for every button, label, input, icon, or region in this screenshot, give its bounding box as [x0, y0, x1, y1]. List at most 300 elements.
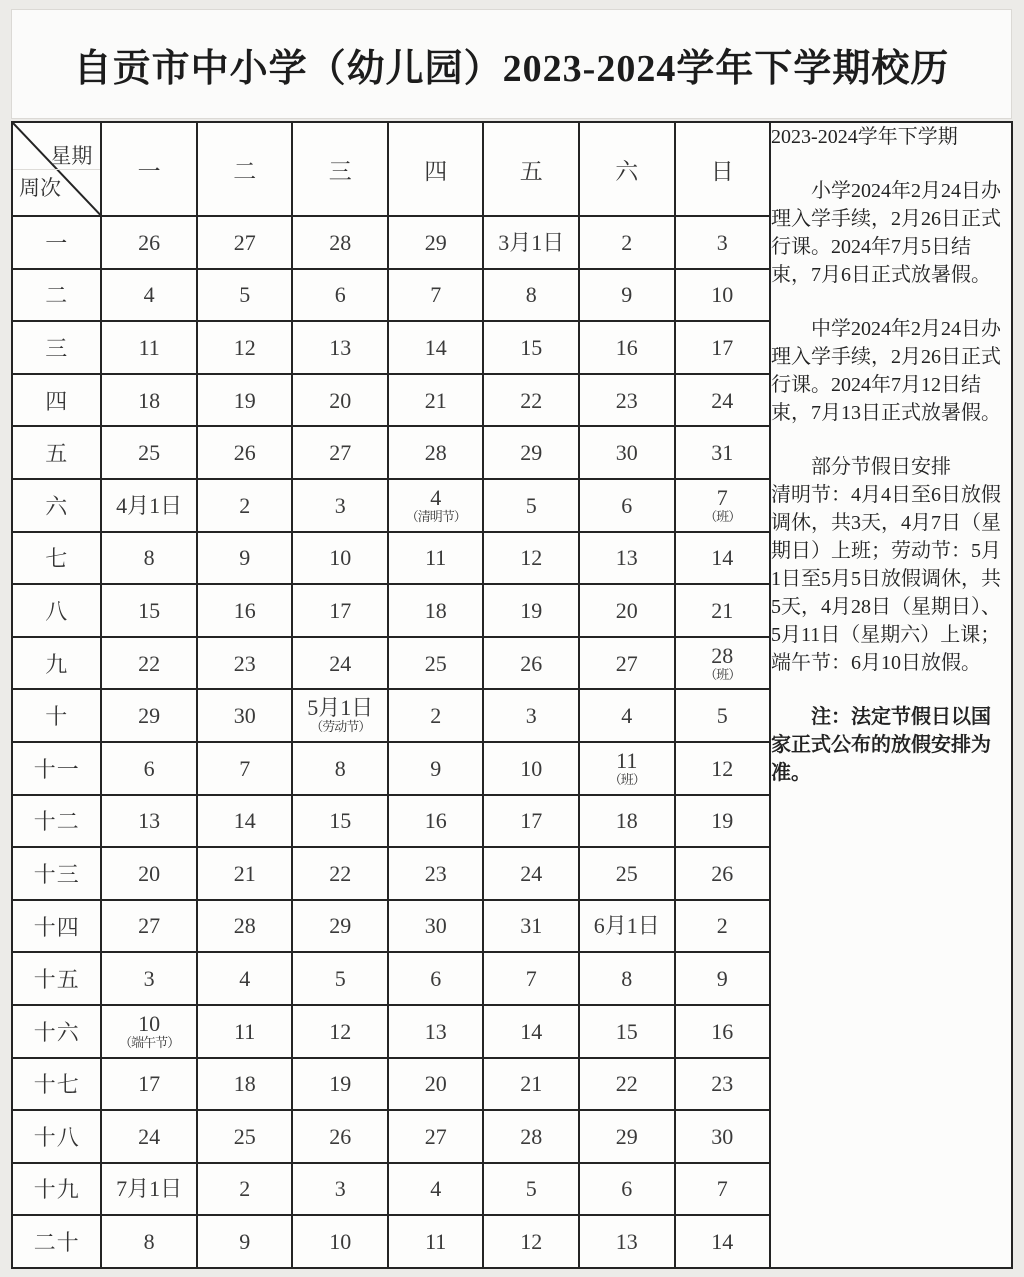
date-value: 6: [143, 755, 155, 781]
date-value: 2: [716, 913, 728, 939]
date-value: 29: [138, 703, 161, 729]
date-value: 13: [329, 334, 352, 360]
date-value: 26: [329, 1123, 352, 1149]
day-cell: [197, 532, 293, 585]
day-cell: [292, 426, 388, 479]
week-label: 十九: [12, 1163, 101, 1216]
header-row: [12, 122, 1012, 216]
day-cell: [579, 1163, 675, 1216]
day-header-tue: 二: [197, 122, 293, 216]
day-cell: [483, 847, 579, 900]
date-value: 25: [138, 440, 161, 466]
day-cell: [197, 216, 293, 269]
date-value: 21: [520, 1071, 543, 1097]
day-cell: [197, 479, 293, 532]
day-cell: [579, 952, 675, 1005]
date-value: 16: [615, 334, 638, 360]
day-cell: [579, 216, 675, 269]
day-cell: [197, 952, 293, 1005]
holiday-note: （劳动节）: [310, 719, 371, 735]
date-value: 7: [525, 966, 537, 992]
date-value: 30: [615, 440, 638, 466]
week-label: 十八: [12, 1110, 101, 1163]
day-cell: [388, 1110, 484, 1163]
day-cell: [101, 900, 197, 953]
day-cell: [483, 1058, 579, 1111]
week-label: 八: [12, 584, 101, 637]
day-cell: [483, 479, 579, 532]
day-cell: [101, 216, 197, 269]
day-cell: [101, 321, 197, 374]
date-value: 9: [430, 755, 442, 781]
day-cell: [579, 269, 675, 322]
date-value: 10: [138, 1010, 161, 1036]
day-cell: [197, 742, 293, 795]
date-value: 22: [520, 387, 543, 413]
day-cell: [675, 952, 771, 1005]
date-value: 4: [621, 703, 633, 729]
notes-holiday-heading: 部分节假日安排: [811, 456, 952, 478]
day-cell: [483, 900, 579, 953]
day-cell: [292, 1005, 388, 1058]
date-value: 11: [138, 334, 160, 360]
date-value: 17: [520, 808, 543, 834]
day-cell: [388, 374, 484, 427]
date-value: 19: [233, 387, 256, 413]
date-value: 30: [233, 703, 256, 729]
date-value: 12: [520, 1229, 543, 1255]
date-value: 28: [711, 642, 734, 668]
day-cell: [292, 479, 388, 532]
date-value: 19: [329, 1071, 352, 1097]
holiday-note: （班）: [608, 771, 645, 787]
day-cell: [675, 795, 771, 848]
date-value: 25: [615, 860, 638, 886]
week-label: 一: [12, 216, 101, 269]
day-cell: [483, 1005, 579, 1058]
date-value: 24: [520, 860, 543, 886]
date-value: 7: [716, 484, 728, 510]
day-cell: [292, 584, 388, 637]
date-value: 7: [716, 1176, 728, 1202]
day-cell: [292, 900, 388, 953]
notes-panel: [770, 122, 1012, 1268]
week-label: 十七: [12, 1058, 101, 1111]
day-cell: [101, 1110, 197, 1163]
date-value: 7: [430, 282, 442, 308]
day-cell: [197, 321, 293, 374]
date-value: 13: [138, 808, 161, 834]
day-cell: [197, 847, 293, 900]
date-value: 5: [334, 966, 346, 992]
day-cell: [292, 1215, 388, 1268]
day-cell: [579, 1215, 675, 1268]
date-value: 9: [716, 966, 728, 992]
date-value: 18: [615, 808, 638, 834]
date-value: 22: [138, 650, 161, 676]
date-value: 24: [329, 650, 352, 676]
date-value: 24: [138, 1123, 161, 1149]
week-label: 三: [12, 321, 101, 374]
page-title: 自贡市中小学（幼儿园）2023-2024学年下学期校历: [73, 47, 950, 90]
day-cell: [292, 532, 388, 585]
day-cell: [292, 847, 388, 900]
date-value: 11: [234, 1018, 256, 1044]
day-cell: [579, 374, 675, 427]
date-value: 14: [711, 1229, 734, 1255]
day-cell: [675, 689, 771, 742]
date-value: 24: [711, 387, 734, 413]
date-value: 6: [621, 492, 633, 518]
day-cell: [483, 321, 579, 374]
day-cell: [675, 1110, 771, 1163]
day-cell: [579, 742, 675, 795]
day-cell: [101, 374, 197, 427]
date-value: 20: [615, 597, 638, 623]
day-cell: [675, 742, 771, 795]
date-value: 9: [239, 1229, 251, 1255]
date-value: 29: [520, 440, 543, 466]
date-value: 28: [424, 440, 447, 466]
day-cell: [483, 1163, 579, 1216]
day-cell: [675, 269, 771, 322]
date-value: 12: [329, 1018, 352, 1044]
day-cell: [101, 1163, 197, 1216]
date-value: 13: [615, 1229, 638, 1255]
week-label: 七: [12, 532, 101, 585]
week-label: 二: [12, 269, 101, 322]
day-cell: [388, 637, 484, 690]
day-cell: [197, 1215, 293, 1268]
date-value: 27: [424, 1123, 447, 1149]
day-cell: [292, 321, 388, 374]
corner-cell: [12, 122, 101, 216]
date-value: 29: [615, 1123, 638, 1149]
date-value: 6: [621, 1176, 633, 1202]
date-value: 17: [138, 1071, 161, 1097]
day-cell: [388, 900, 484, 953]
holiday-note: （班）: [704, 666, 741, 682]
date-value: 25: [233, 1123, 256, 1149]
date-value: 2: [430, 703, 442, 729]
day-cell: [101, 426, 197, 479]
title-box: [11, 9, 1012, 119]
date-value: 9: [621, 282, 633, 308]
notes-holiday-detail: 清明节：4月4日至6日放假调休，共3天，4月7日（星期日）上班；劳动节：5月1日至5月5日放假调休，共5天，4月28日（星期日）、5月11日（星期六）上课；端午节：6月10日放假。: [771, 484, 1002, 674]
date-value: 12: [520, 545, 543, 571]
day-cell: [388, 269, 484, 322]
date-value: 13: [424, 1018, 447, 1044]
day-cell: [292, 795, 388, 848]
day-cell: [292, 1110, 388, 1163]
date-value: 17: [711, 334, 734, 360]
day-cell: [388, 216, 484, 269]
day-cell: [101, 1005, 197, 1058]
day-cell: [292, 742, 388, 795]
date-value: 8: [143, 1229, 155, 1255]
calendar-table: [11, 121, 1013, 1269]
day-cell: [675, 900, 771, 953]
date-value: 21: [711, 597, 734, 623]
day-cell: [483, 216, 579, 269]
day-cell: [675, 374, 771, 427]
date-value: 14: [711, 545, 734, 571]
notes-semester-label: 2023-2024学年下学期: [771, 126, 958, 148]
date-value: 11: [425, 545, 447, 571]
date-value: 23: [615, 387, 638, 413]
date-value: 21: [233, 860, 256, 886]
date-value: 14: [424, 334, 447, 360]
date-value: 27: [615, 650, 638, 676]
day-cell: [101, 952, 197, 1005]
week-label: 十: [12, 689, 101, 742]
day-cell: [675, 1005, 771, 1058]
date-value: 6月1日: [593, 913, 660, 939]
day-cell: [388, 742, 484, 795]
day-header-wed: 三: [292, 122, 388, 216]
date-value: 19: [520, 597, 543, 623]
date-value: 11: [425, 1229, 447, 1255]
day-cell: [292, 689, 388, 742]
day-cell: [388, 1215, 484, 1268]
day-cell: [483, 952, 579, 1005]
date-value: 13: [615, 545, 638, 571]
date-value: 18: [138, 387, 161, 413]
date-value: 29: [329, 913, 352, 939]
date-value: 5: [716, 703, 728, 729]
date-value: 4: [430, 1176, 442, 1202]
day-cell: [197, 269, 293, 322]
notes-legal-note: 注：法定节假日以国家正式公布的放假安排为准。: [771, 706, 992, 784]
date-value: 4月1日: [116, 492, 183, 518]
date-value: 3: [143, 966, 155, 992]
week-label: 九: [12, 637, 101, 690]
day-cell: [483, 584, 579, 637]
week-label: 十五: [12, 952, 101, 1005]
date-value: 20: [329, 387, 352, 413]
date-value: 5: [525, 1176, 537, 1202]
date-value: 19: [711, 808, 734, 834]
day-cell: [579, 795, 675, 848]
date-value: 7月1日: [116, 1176, 183, 1202]
day-cell: [579, 847, 675, 900]
date-value: 23: [424, 860, 447, 886]
week-label: 十三: [12, 847, 101, 900]
notes-middle-school: 中学2024年2月24日办理入学手续，2月26日正式行课。2024年7月12日结束，7月13日正式放暑假。: [771, 318, 1002, 424]
day-header-thu: 四: [388, 122, 484, 216]
day-cell: [483, 689, 579, 742]
day-cell: [579, 584, 675, 637]
day-cell: [388, 321, 484, 374]
day-cell: [483, 374, 579, 427]
date-value: 28: [233, 913, 256, 939]
day-cell: [579, 426, 675, 479]
day-cell: [197, 637, 293, 690]
day-cell: [101, 689, 197, 742]
date-value: 27: [138, 913, 161, 939]
date-value: 10: [711, 282, 734, 308]
day-cell: [197, 374, 293, 427]
day-cell: [388, 584, 484, 637]
week-label: 十一: [12, 742, 101, 795]
day-cell: [483, 637, 579, 690]
day-cell: [388, 479, 484, 532]
day-header-sat: 六: [579, 122, 675, 216]
day-cell: [483, 532, 579, 585]
date-value: 29: [424, 229, 447, 255]
day-cell: [292, 952, 388, 1005]
date-value: 8: [525, 282, 537, 308]
date-value: 31: [520, 913, 543, 939]
day-cell: [675, 479, 771, 532]
day-cell: [579, 637, 675, 690]
date-value: 23: [711, 1071, 734, 1097]
day-cell: [197, 1163, 293, 1216]
date-value: 4: [430, 484, 442, 510]
day-cell: [579, 689, 675, 742]
day-cell: [579, 1005, 675, 1058]
day-cell: [675, 1215, 771, 1268]
date-value: 5: [525, 492, 537, 518]
date-value: 8: [143, 545, 155, 571]
day-cell: [675, 321, 771, 374]
day-cell: [483, 742, 579, 795]
date-value: 3月1日: [498, 229, 565, 255]
date-value: 15: [138, 597, 161, 623]
date-value: 3: [716, 229, 728, 255]
day-cell: [292, 637, 388, 690]
date-value: 20: [138, 860, 161, 886]
date-value: 11: [616, 747, 638, 773]
day-cell: [579, 532, 675, 585]
date-value: 28: [520, 1123, 543, 1149]
date-value: 21: [424, 387, 447, 413]
date-value: 26: [520, 650, 543, 676]
week-label: 十四: [12, 900, 101, 953]
date-value: 10: [329, 1229, 352, 1255]
day-cell: [101, 532, 197, 585]
date-value: 12: [711, 755, 734, 781]
day-cell: [483, 269, 579, 322]
date-value: 8: [334, 755, 346, 781]
day-cell: [101, 1058, 197, 1111]
notes-primary-school: 小学2024年2月24日办理入学手续，2月26日正式行课。2024年7月5日结束，7月6日正式放暑假。: [771, 180, 1002, 286]
day-cell: [292, 216, 388, 269]
date-value: 27: [329, 440, 352, 466]
day-cell: [292, 1163, 388, 1216]
day-cell: [388, 952, 484, 1005]
day-cell: [197, 795, 293, 848]
week-label: 四: [12, 374, 101, 427]
day-cell: [388, 1005, 484, 1058]
corner-label-weekday: 星期: [50, 144, 93, 168]
day-cell: [388, 1163, 484, 1216]
day-header-fri: 五: [483, 122, 579, 216]
day-cell: [675, 426, 771, 479]
day-cell: [579, 321, 675, 374]
week-label: 十六: [12, 1005, 101, 1058]
date-value: 2: [239, 492, 251, 518]
day-header-sun: 日: [675, 122, 771, 216]
day-cell: [675, 637, 771, 690]
day-cell: [292, 1058, 388, 1111]
date-value: 6: [334, 282, 346, 308]
date-value: 15: [329, 808, 352, 834]
date-value: 26: [711, 860, 734, 886]
date-value: 16: [233, 597, 256, 623]
date-value: 30: [424, 913, 447, 939]
day-cell: [388, 426, 484, 479]
day-cell: [101, 479, 197, 532]
date-value: 25: [424, 650, 447, 676]
day-cell: [197, 1110, 293, 1163]
day-cell: [675, 584, 771, 637]
day-cell: [675, 532, 771, 585]
day-cell: [579, 900, 675, 953]
holiday-note: （班）: [704, 509, 741, 525]
date-value: 22: [329, 860, 352, 886]
date-value: 16: [424, 808, 447, 834]
corner-label-week: 周次: [19, 176, 61, 200]
day-cell: [675, 216, 771, 269]
date-value: 14: [233, 808, 256, 834]
week-label: 六: [12, 479, 101, 532]
date-value: 3: [334, 492, 346, 518]
week-label: 二十: [12, 1215, 101, 1268]
day-cell: [483, 1110, 579, 1163]
date-value: 10: [520, 755, 543, 781]
date-value: 7: [239, 755, 251, 781]
day-cell: [388, 847, 484, 900]
date-value: 17: [329, 597, 352, 623]
week-label: 十二: [12, 795, 101, 848]
holiday-note: （端午节）: [119, 1034, 180, 1050]
day-cell: [197, 1058, 293, 1111]
date-value: 23: [233, 650, 256, 676]
day-cell: [579, 1058, 675, 1111]
day-cell: [101, 637, 197, 690]
date-value: 3: [525, 703, 537, 729]
date-value: 5: [239, 282, 251, 308]
date-value: 8: [621, 966, 633, 992]
date-value: 28: [329, 229, 352, 255]
day-cell: [197, 426, 293, 479]
day-cell: [483, 426, 579, 479]
date-value: 26: [233, 440, 256, 466]
date-value: 18: [233, 1071, 256, 1097]
day-cell: [483, 1215, 579, 1268]
week-label: 五: [12, 426, 101, 479]
date-value: 31: [711, 440, 734, 466]
date-value: 5月1日: [307, 695, 374, 721]
date-value: 14: [520, 1018, 543, 1044]
day-cell: [579, 479, 675, 532]
holiday-note: （清明节）: [405, 509, 466, 525]
date-value: 30: [711, 1123, 734, 1149]
day-cell: [101, 847, 197, 900]
day-cell: [579, 1110, 675, 1163]
date-value: 12: [233, 334, 256, 360]
day-cell: [101, 269, 197, 322]
day-cell: [675, 1058, 771, 1111]
date-value: 16: [711, 1018, 734, 1044]
day-cell: [101, 584, 197, 637]
day-cell: [197, 900, 293, 953]
day-cell: [675, 1163, 771, 1216]
day-cell: [101, 795, 197, 848]
day-cell: [388, 795, 484, 848]
day-cell: [388, 689, 484, 742]
